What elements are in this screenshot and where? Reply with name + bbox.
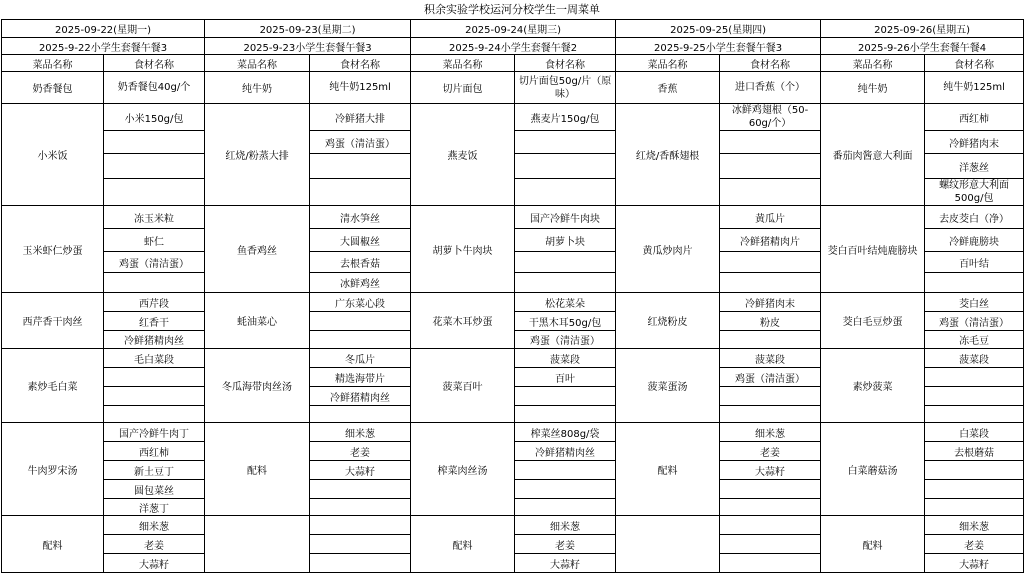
ingredient-cell: 冷鲜猪精肉丝 xyxy=(515,442,616,461)
ingredient-cell xyxy=(720,554,821,573)
dish-cell: 配料 xyxy=(821,516,925,573)
ingredient-cell xyxy=(720,516,821,535)
dish-cell: 榨菜肉丝汤 xyxy=(411,423,515,516)
ingredient-cell: 纯牛奶125ml xyxy=(310,72,411,104)
ingredient-cell xyxy=(720,387,821,406)
ingredient-cell xyxy=(515,273,616,293)
menu-row xyxy=(2,516,1024,535)
ingredient-cell xyxy=(104,387,205,406)
ingredient-cell xyxy=(720,273,821,293)
ingredient-cell: 精选海带片 xyxy=(310,368,411,387)
ingredient-cell xyxy=(515,131,616,154)
ingredient-cell xyxy=(720,252,821,273)
menu-row xyxy=(2,293,1024,312)
dish-cell: 切片面包 xyxy=(411,72,515,104)
ingredient-cell xyxy=(720,480,821,499)
ingredient-cell xyxy=(310,179,411,206)
dish-cell: 白菜蘑菇汤 xyxy=(821,423,925,516)
ingredient-cell xyxy=(925,499,1024,516)
ingredient-cell: 百叶 xyxy=(515,368,616,387)
ingredient-cell xyxy=(104,154,205,179)
ingredient-cell: 冻玉米粒 xyxy=(104,206,205,229)
dish-name-header: 菜品名称 xyxy=(411,55,515,72)
ingredient-cell: 冻毛豆 xyxy=(925,331,1024,349)
dish-cell: 菠菜蛋汤 xyxy=(616,349,720,423)
dish-name-header: 菜品名称 xyxy=(205,55,310,72)
ingredient-cell: 国产冷鲜牛肉丁 xyxy=(104,423,205,442)
dish-cell: 香蕉 xyxy=(616,72,720,104)
ingredient-cell xyxy=(720,154,821,179)
ingredient-cell: 纯牛奶125ml xyxy=(925,72,1024,104)
date-row xyxy=(2,20,1024,38)
ingredient-cell xyxy=(515,252,616,273)
ingredient-cell: 鸡蛋（清洁蛋） xyxy=(720,368,821,387)
ingredient-cell: 大蒜籽 xyxy=(104,554,205,573)
ingredient-cell: 细米葱 xyxy=(515,516,616,535)
ingredient-cell xyxy=(104,131,205,154)
dish-cell: 奶香餐包 xyxy=(2,72,104,104)
dish-cell: 茭白百叶结炖鹿膀块 xyxy=(821,206,925,293)
ingredient-cell: 清水笋丝 xyxy=(310,206,411,229)
ingredient-cell: 毛白菜段 xyxy=(104,349,205,368)
ingredient-cell xyxy=(104,273,205,293)
ingredient-cell xyxy=(515,480,616,499)
ingredient-cell: 去根香菇 xyxy=(310,252,411,273)
ingredient-cell: 老姜 xyxy=(515,535,616,554)
day-date: 2025-09-24(星期三) xyxy=(411,20,616,38)
dish-cell: 小米饭 xyxy=(2,104,104,206)
dish-cell: 玉米虾仁炒蛋 xyxy=(2,206,104,293)
ingredient-cell: 鸡蛋（清洁蛋） xyxy=(104,252,205,273)
day-date: 2025-09-22(星期一) xyxy=(2,20,205,38)
ingredient-cell: 去根蘑菇 xyxy=(925,442,1024,461)
ingredient-cell: 冷鲜猪精肉丝 xyxy=(310,387,411,406)
ingredient-cell: 红香干 xyxy=(104,312,205,331)
ingredient-cell: 细米葱 xyxy=(104,516,205,535)
ingredient-cell xyxy=(515,179,616,206)
ingredient-cell: 西芹段 xyxy=(104,293,205,312)
menu-row xyxy=(2,72,1024,104)
ingredient-cell: 冬瓜片 xyxy=(310,349,411,368)
ingredient-cell: 鸡蛋（清洁蛋） xyxy=(310,131,411,154)
ingredient-cell xyxy=(925,273,1024,293)
ingredient-cell xyxy=(310,154,411,179)
ingredient-cell xyxy=(515,461,616,480)
ingredient-cell xyxy=(310,312,411,331)
ingredient-cell: 大蒜籽 xyxy=(925,554,1024,573)
ingredient-cell: 虾仁 xyxy=(104,229,205,252)
dish-cell: 纯牛奶 xyxy=(821,72,925,104)
menu-row xyxy=(2,206,1024,229)
ingredient-cell: 洋葱丝 xyxy=(925,154,1024,179)
ingredient-cell xyxy=(720,499,821,516)
ingredient-cell: 松花菜朵 xyxy=(515,293,616,312)
ingredient-cell xyxy=(310,554,411,573)
ingredient-cell: 胡萝卜块 xyxy=(515,229,616,252)
ingredient-cell: 奶香餐包40g/个 xyxy=(104,72,205,104)
dish-cell: 花菜木耳炒蛋 xyxy=(411,293,515,349)
ingredient-cell xyxy=(720,406,821,423)
ingredient-cell: 细米葱 xyxy=(720,423,821,442)
ingredient-cell: 冷鲜鹿膀块 xyxy=(925,229,1024,252)
page-title: 积余实验学校运河分校学生一周菜单 xyxy=(424,3,600,16)
dish-cell xyxy=(616,516,720,573)
ingredient-cell: 鸡蛋（清洁蛋） xyxy=(515,331,616,349)
ingredient-cell: 细米葱 xyxy=(310,423,411,442)
day-meal: 2025-9-26小学生套餐午餐4 xyxy=(821,38,1024,55)
dish-cell: 番茄肉酱意大利面 xyxy=(821,104,925,206)
ingredient-cell: 冷鲜猪大排 xyxy=(310,104,411,131)
ingredient-cell xyxy=(310,499,411,516)
menu-row xyxy=(2,349,1024,368)
ingredient-cell: 大圆椒丝 xyxy=(310,229,411,252)
dish-cell: 西芹香干肉丝 xyxy=(2,293,104,349)
ingredient-cell: 菠菜段 xyxy=(720,349,821,368)
ingredient-cell: 百叶结 xyxy=(925,252,1024,273)
ingredient-cell: 大蒜籽 xyxy=(310,461,411,480)
ingredient-cell xyxy=(720,131,821,154)
ingredient-cell xyxy=(925,406,1024,423)
ingredient-cell: 切片面包50g/片（原味） xyxy=(515,72,616,104)
ingredient-cell: 老姜 xyxy=(104,535,205,554)
dish-cell: 配料 xyxy=(205,423,310,516)
ingredient-cell: 老姜 xyxy=(925,535,1024,554)
ingredient-cell: 菠菜段 xyxy=(925,349,1024,368)
ingredient-cell: 洋葱丁 xyxy=(104,499,205,516)
ingredient-cell xyxy=(515,387,616,406)
ingredient-cell: 冷鲜猪肉末 xyxy=(925,131,1024,154)
dish-cell: 配料 xyxy=(2,516,104,573)
menu-row xyxy=(2,104,1024,131)
ingredient-name-header: 食材名称 xyxy=(104,55,205,72)
ingredient-cell xyxy=(925,368,1024,387)
ingredient-cell xyxy=(720,331,821,349)
dish-cell xyxy=(205,516,310,573)
day-date: 2025-09-26(星期五) xyxy=(821,20,1024,38)
ingredient-cell: 粉皮 xyxy=(720,312,821,331)
dish-cell: 配料 xyxy=(411,516,515,573)
ingredient-cell xyxy=(515,406,616,423)
ingredient-cell: 细米葱 xyxy=(925,516,1024,535)
ingredient-cell xyxy=(310,480,411,499)
dish-cell: 素炒菠菜 xyxy=(821,349,925,423)
ingredient-cell xyxy=(515,154,616,179)
ingredient-cell xyxy=(104,368,205,387)
ingredient-cell xyxy=(515,499,616,516)
ingredient-cell: 新土豆丁 xyxy=(104,461,205,480)
ingredient-name-header: 食材名称 xyxy=(310,55,411,72)
ingredient-cell xyxy=(720,535,821,554)
dish-cell: 燕麦饭 xyxy=(411,104,515,206)
ingredient-cell xyxy=(104,406,205,423)
dish-cell: 黄瓜炒肉片 xyxy=(616,206,720,293)
column-header-row xyxy=(2,55,1024,72)
dish-cell: 素炒毛白菜 xyxy=(2,349,104,423)
dish-name-header: 菜品名称 xyxy=(616,55,720,72)
dish-name-header: 菜品名称 xyxy=(2,55,104,72)
ingredient-cell: 国产冷鲜牛肉块 xyxy=(515,206,616,229)
ingredient-cell xyxy=(720,179,821,206)
ingredient-cell: 老姜 xyxy=(310,442,411,461)
day-date: 2025-09-25(星期四) xyxy=(616,20,821,38)
ingredient-cell: 西红柿 xyxy=(925,104,1024,131)
ingredient-cell: 冰鲜鸡翅根（50-60g/个） xyxy=(720,104,821,131)
ingredient-name-header: 食材名称 xyxy=(515,55,616,72)
day-date: 2025-09-23(星期二) xyxy=(205,20,411,38)
ingredient-cell: 螺纹形意大利面500g/包 xyxy=(925,179,1024,206)
dish-cell: 纯牛奶 xyxy=(205,72,310,104)
ingredient-cell: 进口香蕉（个） xyxy=(720,72,821,104)
ingredient-cell xyxy=(925,387,1024,406)
dish-cell: 菠菜百叶 xyxy=(411,349,515,423)
day-meal: 2025-9-24小学生套餐午餐2 xyxy=(411,38,616,55)
day-meal: 2025-9-23小学生套餐午餐3 xyxy=(205,38,411,55)
ingredient-cell: 小米150g/包 xyxy=(104,104,205,131)
dish-cell: 红烧粉皮 xyxy=(616,293,720,349)
ingredient-cell xyxy=(925,480,1024,499)
ingredient-cell: 西红柿 xyxy=(104,442,205,461)
dish-cell: 红烧/粉蒸大排 xyxy=(205,104,310,206)
ingredient-cell: 去皮茭白（净） xyxy=(925,206,1024,229)
ingredient-cell: 老姜 xyxy=(720,442,821,461)
ingredient-cell xyxy=(925,461,1024,480)
ingredient-cell: 广东菜心段 xyxy=(310,293,411,312)
ingredient-cell: 燕麦片150g/包 xyxy=(515,104,616,131)
ingredient-cell xyxy=(104,179,205,206)
ingredient-name-header: 食材名称 xyxy=(720,55,821,72)
ingredient-cell: 圆包菜丝 xyxy=(104,480,205,499)
dish-cell: 茭白毛豆炒蛋 xyxy=(821,293,925,349)
ingredient-cell: 冰鲜鸡丝 xyxy=(310,273,411,293)
ingredient-cell xyxy=(310,406,411,423)
ingredient-cell: 黄瓜片 xyxy=(720,206,821,229)
day-meal: 2025-9-25小学生套餐午餐3 xyxy=(616,38,821,55)
dish-cell: 红烧/香酥翅根 xyxy=(616,104,720,206)
menu-row xyxy=(2,423,1024,442)
ingredient-cell: 大蒜籽 xyxy=(515,554,616,573)
ingredient-cell: 白菜段 xyxy=(925,423,1024,442)
ingredient-name-header: 食材名称 xyxy=(925,55,1024,72)
day-meal: 2025-9-22小学生套餐午餐3 xyxy=(2,38,205,55)
dish-cell: 蚝油菜心 xyxy=(205,293,310,349)
ingredient-cell xyxy=(310,516,411,535)
meal-row xyxy=(2,38,1024,55)
ingredient-cell: 大蒜籽 xyxy=(720,461,821,480)
ingredient-cell: 菠菜段 xyxy=(515,349,616,368)
dish-cell: 鱼香鸡丝 xyxy=(205,206,310,293)
dish-cell: 胡萝卜牛肉块 xyxy=(411,206,515,293)
ingredient-cell: 榨菜丝808g/袋 xyxy=(515,423,616,442)
ingredient-cell xyxy=(310,331,411,349)
dish-name-header: 菜品名称 xyxy=(821,55,925,72)
dish-cell: 牛肉罗宋汤 xyxy=(2,423,104,516)
ingredient-cell: 冷鲜猪肉末 xyxy=(720,293,821,312)
ingredient-cell: 鸡蛋（清洁蛋） xyxy=(925,312,1024,331)
dish-cell: 配料 xyxy=(616,423,720,516)
ingredient-cell: 茭白丝 xyxy=(925,293,1024,312)
ingredient-cell: 冷鲜猪精肉丝 xyxy=(104,331,205,349)
ingredient-cell: 冷鲜猪精肉片 xyxy=(720,229,821,252)
dish-cell: 冬瓜海带肉丝汤 xyxy=(205,349,310,423)
ingredient-cell: 干黑木耳50g/包 xyxy=(515,312,616,331)
ingredient-cell xyxy=(310,535,411,554)
weekly-menu-table xyxy=(1,19,1024,573)
